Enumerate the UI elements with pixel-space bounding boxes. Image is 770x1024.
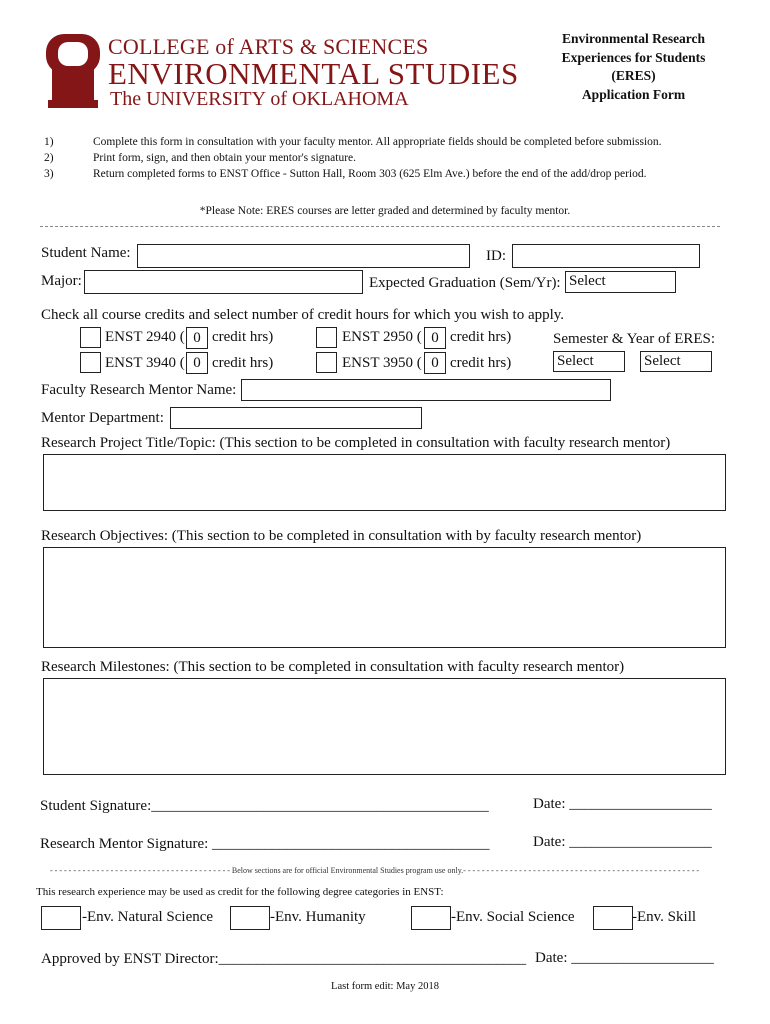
enst-3950-credit-hours[interactable]: 0 — [424, 352, 446, 374]
credits-instruction: Check all course credits and select number of credit hours for which you wish to apply. — [41, 307, 565, 323]
enst-2950-checkbox[interactable] — [316, 327, 337, 348]
course-label: ENST 2940 ( — [105, 329, 185, 345]
year-select[interactable]: Select — [640, 351, 712, 372]
credit-hrs-label: credit hrs) — [212, 355, 274, 371]
credit-hrs-label: credit hrs) — [450, 355, 512, 371]
instruction-text: Return completed forms to ENST Office - Sutton Hall, Room 303 (625 Elm Ave.) before the end of the add/drop period. — [93, 168, 647, 180]
instruction-number: 1) — [44, 136, 54, 148]
instruction-number: 3) — [44, 168, 54, 180]
student-name-label: Student Name: — [41, 245, 131, 261]
student-date-line[interactable]: Date: ___________________ — [533, 796, 712, 812]
course-label: ENST 3940 ( — [105, 355, 185, 371]
project-title-label: Research Project Title/Topic: (This section to be completed in consultation with faculty research mentor) — [41, 435, 671, 451]
enst-3950-checkbox[interactable] — [316, 352, 337, 373]
credit-hrs-label: credit hrs) — [212, 329, 274, 345]
course-label: ENST 3950 ( — [342, 355, 422, 371]
director-signature-line[interactable]: Approved by ENST Director:_________________________________________ — [41, 951, 527, 967]
category-label: -Env. Natural Science — [82, 909, 214, 925]
expected-graduation-select[interactable]: Select — [565, 271, 676, 293]
natural-science-checkbox[interactable] — [41, 906, 81, 930]
enst-2940-checkbox[interactable] — [80, 327, 101, 348]
category-label: -Env. Social Science — [451, 909, 575, 925]
milestones-input[interactable] — [43, 678, 726, 775]
category-label: -Env. Humanity — [270, 909, 366, 925]
project-title-input[interactable] — [43, 454, 726, 511]
form-title: Environmental Research Experiences for Students (ERES) Application Form — [561, 31, 706, 102]
humanity-checkbox[interactable] — [230, 906, 270, 930]
college-name: COLLEGE of ARTS & SCIENCES — [108, 34, 429, 59]
social-science-checkbox[interactable] — [411, 906, 451, 930]
student-id-input[interactable] — [512, 244, 700, 268]
enst-2950-credit-hours[interactable]: 0 — [424, 327, 446, 349]
objectives-label: Research Objectives: (This section to be completed in consultation with by faculty research mentor) — [41, 528, 642, 544]
skill-checkbox[interactable] — [593, 906, 633, 930]
enst-3940-credit-hours[interactable]: 0 — [186, 352, 208, 374]
enst-2940-credit-hours[interactable]: 0 — [186, 327, 208, 349]
mentor-name-label: Faculty Research Mentor Name: — [41, 382, 237, 398]
milestones-label: Research Milestones: (This section to be completed in consultation with faculty research mentor) — [41, 659, 625, 675]
instruction-text: Complete this form in consultation with your faculty mentor. All appropriate fields should be completed before submission. — [93, 136, 662, 148]
course-label: ENST 2950 ( — [342, 329, 422, 345]
enst-3940-checkbox[interactable] — [80, 352, 101, 373]
major-label: Major: — [41, 273, 82, 289]
last-edit-footer: Last form edit: May 2018 — [331, 981, 439, 992]
mentor-name-input[interactable] — [241, 379, 611, 401]
degree-categories-intro: This research experience may be used as credit for the following degree categories in ENST: — [36, 886, 444, 898]
objectives-input[interactable] — [43, 547, 726, 648]
mentor-dept-input[interactable] — [170, 407, 422, 429]
instruction-text: Print form, sign, and then obtain your mentor's signature. — [93, 152, 357, 164]
expected-graduation-label: Expected Graduation (Sem/Yr): — [369, 275, 561, 291]
ou-logo — [42, 28, 104, 112]
mentor-date-line[interactable]: Date: ___________________ — [533, 834, 712, 850]
university-name: The UNIVERSITY of OKLAHOMA — [110, 88, 409, 110]
mentor-signature-line[interactable]: Research Mentor Signature: _____________________________________ — [40, 836, 490, 852]
semester-select[interactable]: Select — [553, 351, 625, 372]
grading-note: *Please Note: ERES courses are letter graded and determined by faculty mentor. — [199, 205, 571, 217]
student-signature-line[interactable]: Student Signature:_____________________________________________ — [40, 798, 489, 814]
id-label: ID: — [486, 248, 506, 264]
mentor-dept-label: Mentor Department: — [41, 410, 164, 426]
semester-year-label: Semester & Year of ERES: — [553, 331, 716, 347]
credit-hrs-label: credit hrs) — [450, 329, 512, 345]
divider — [40, 226, 720, 227]
director-date-line[interactable]: Date: ___________________ — [535, 950, 714, 966]
instruction-number: 2) — [44, 152, 54, 164]
category-label: -Env. Skill — [632, 909, 697, 925]
official-use-note: - - - - - - - - - - - - - - - - - - - - - - - - - - - - - - - - - - - - - - - Below sections are for official Environmental Studies program use only.- - - - - - - - - - - - - - - - - - - - - - - - - - - - - - - - - - - - - - - - - - - - - - - - - - - — [50, 866, 700, 875]
program-name: ENVIRONMENTAL STUDIES — [108, 56, 519, 91]
student-name-input[interactable] — [137, 244, 470, 268]
major-input[interactable] — [84, 270, 363, 294]
